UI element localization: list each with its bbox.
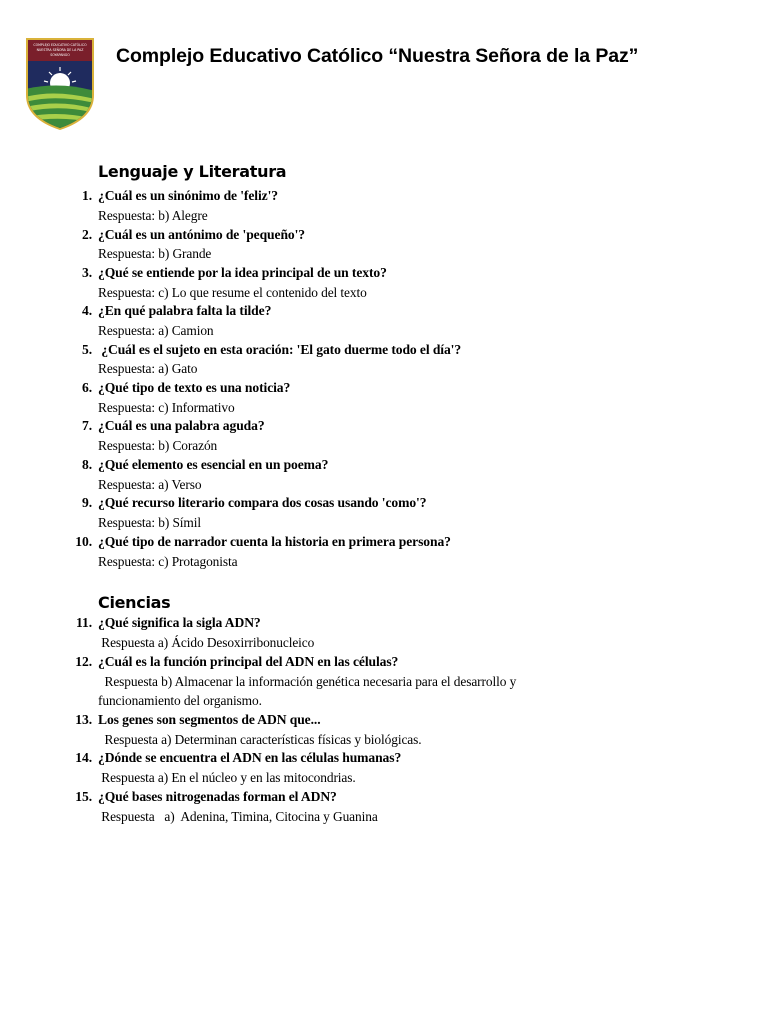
answer-2: Respuesta: b) Grande: [98, 246, 212, 261]
question-6: [82, 380, 291, 396]
question-number: 10.: [75, 534, 92, 549]
question-text: ¿Qué significa la sigla ADN?: [98, 615, 261, 630]
question-5: [82, 342, 462, 358]
question-number: 9.: [82, 495, 92, 510]
question-number: 5.: [82, 342, 92, 357]
question-text: ¿Dónde se encuentra el ADN en las células humanas?: [98, 750, 402, 765]
crest-text-line-2: NUESTRA SEÑORA DE LA PAZ: [36, 48, 84, 52]
question-text: ¿Qué elemento es esencial en un poema?: [98, 457, 329, 472]
answer-9: Respuesta: b) Símil: [98, 515, 201, 530]
answer-3: Respuesta: c) Lo que resume el contenido del texto: [98, 285, 367, 300]
question-1: [82, 188, 278, 204]
crest-text-line-1: COMPLEJO EDUCATIVO CATÓLICO: [33, 43, 87, 47]
answer-12-continuation: funcionamiento del organismo.: [98, 693, 262, 708]
answer-12: Respuesta b) Almacenar la información genética necesaria para el desarrollo y: [98, 674, 517, 689]
question-number: 8.: [82, 457, 92, 472]
answer-7: Respuesta: b) Corazón: [98, 438, 218, 453]
question-text: ¿En qué palabra falta la tilde?: [98, 303, 272, 318]
section-title-lenguaje: Lenguaje y Literatura: [98, 162, 287, 181]
question-7: [82, 418, 265, 434]
crest-text-line-3: SOYAPANGO: [50, 53, 70, 57]
section-title-ciencias: Ciencias: [98, 593, 171, 612]
question-11: [76, 615, 261, 631]
question-14: [75, 750, 402, 766]
question-9: [82, 495, 427, 511]
question-number: 12.: [75, 654, 92, 669]
question-8: [82, 457, 329, 473]
answer-8: Respuesta: a) Verso: [98, 477, 202, 492]
question-3: [82, 265, 387, 281]
answer-14: Respuesta a) En el núcleo y en las mitocondrias.: [98, 770, 356, 785]
question-text: ¿Qué tipo de texto es una noticia?: [98, 380, 291, 395]
question-text: ¿Cuál es la función principal del ADN en las células?: [98, 654, 399, 669]
question-number: 3.: [82, 265, 92, 280]
question-text: Los genes son segmentos de ADN que...: [98, 712, 321, 727]
question-number: 4.: [82, 303, 92, 318]
question-number: 6.: [82, 380, 92, 395]
answer-10: Respuesta: c) Protagonista: [98, 554, 238, 569]
question-text: ¿Qué tipo de narrador cuenta la historia en primera persona?: [98, 534, 451, 549]
answer-13: Respuesta a) Determinan características físicas y biológicas.: [98, 732, 422, 747]
question-2: [82, 227, 305, 243]
question-number: 11.: [76, 615, 92, 630]
question-13: [75, 712, 321, 728]
answer-5: Respuesta: a) Gato: [98, 361, 198, 376]
question-number: 2.: [82, 227, 92, 242]
answer-11: Respuesta a) Ácido Desoxirribonucleico: [98, 635, 315, 650]
question-text: ¿Cuál es el sujeto en esta oración: 'El gato duerme todo el día'?: [98, 342, 462, 357]
question-12: [75, 654, 399, 670]
answer-1: Respuesta: b) Alegre: [98, 208, 208, 223]
question-text: ¿Qué recurso literario compara dos cosas usando 'como'?: [98, 495, 427, 510]
question-number: 15.: [75, 789, 92, 804]
question-15: [75, 789, 337, 805]
question-4: [82, 303, 272, 319]
question-text: ¿Cuál es un sinónimo de 'feliz'?: [98, 188, 278, 203]
question-number: 14.: [75, 750, 92, 765]
question-text: ¿Qué bases nitrogenadas forman el ADN?: [98, 789, 337, 804]
question-text: ¿Cuál es un antónimo de 'pequeño'?: [98, 227, 305, 242]
question-number: 7.: [82, 418, 92, 433]
school-name: Complejo Educativo Católico “Nuestra Señora de la Paz”: [116, 45, 639, 67]
answer-15: Respuesta a) Adenina, Timina, Citocina y Guanina: [98, 809, 378, 824]
question-text: ¿Cuál es una palabra aguda?: [98, 418, 265, 433]
document-header: [24, 36, 744, 132]
answer-6: Respuesta: c) Informativo: [98, 400, 235, 415]
question-number: 1.: [82, 188, 92, 203]
question-number: 13.: [75, 712, 92, 727]
school-crest-logo: [25, 37, 95, 131]
question-text: ¿Qué se entiende por la idea principal de un texto?: [98, 265, 387, 280]
question-10: [75, 534, 451, 550]
answer-4: Respuesta: a) Camion: [98, 323, 214, 338]
